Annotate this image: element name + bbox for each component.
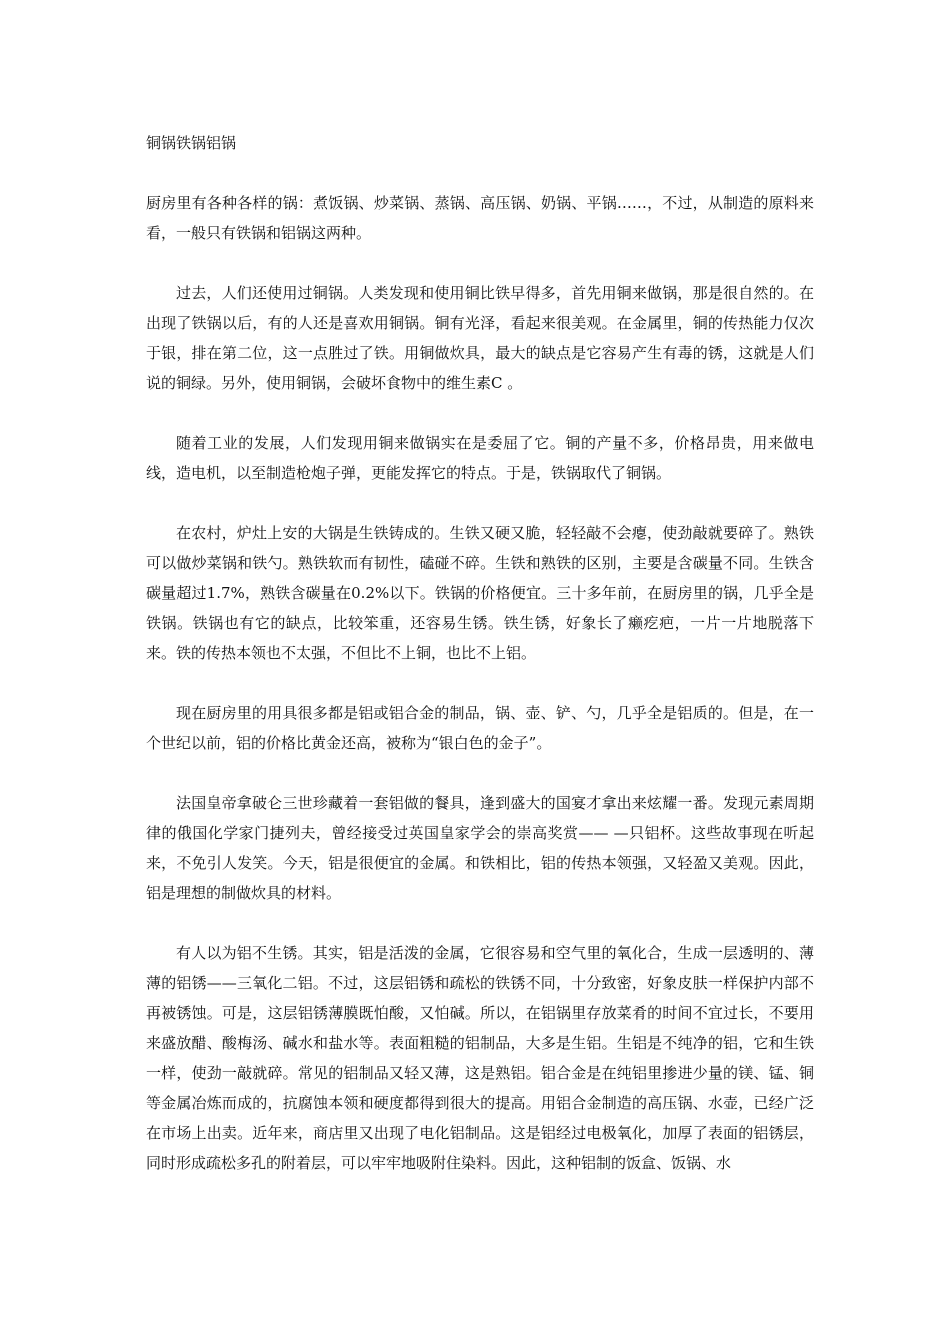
paragraph-aluminum-rust: 有人以为铝不生锈。其实，铝是活泼的金属，它很容易和空气里的氧化合，生成一层透明的、薄薄的铝锈——三氧化二铝。不过，这层铝锈和疏松的铁锈不同，十分致密，好象皮肤一样保护内部不再被锈蚀。可是，这层铝锈薄膜既怕酸，又怕碱。所以，在铝锅里存放菜肴的时间不宜过长，不要用来盛放醋、酸梅汤、碱水和盐水等。表面粗糙的铝制品，大多是生铝。生铝是不纯净的铝，它和生铁一样，使劲一敲就碎。常见的铝制品又轻又薄，这是熟铝。铝合金是在纯铝里掺进少量的镁、锰、铜等金属冶炼而成的，抗腐蚀本领和硬度都得到很大的提高。用铝合金制造的高压锅、水壶，已经广泛在市场上出卖。近年来，商店里又出现了电化铝制品。这是铝经过电极氧化，加厚了表面的铝锈层，同时形成疏松多孔的附着层，可以牢牢地吸附住染料。因此，这种铝制的饭盒、饭锅、水 <box>146 944 814 1172</box>
document-page <box>146 128 814 1208</box>
paragraph-iron-replaces-copper: 随着工业的发展，人们发现用铜来做锅实在是委屈了它。铜的产量不多，价格昂贵，用来做电线，造电机，以至制造枪炮子弹，更能发挥它的特点。于是，铁锅取代了铜锅。 <box>146 434 814 482</box>
document-title: 铜锅铁锅铝锅 <box>146 134 237 152</box>
paragraph-aluminum-history: 法国皇帝拿破仑三世珍藏着一套铝做的餐具，逢到盛大的国宴才拿出来炫耀一番。发现元素周期律的俄国化学家门捷列夫，曾经接受过英国皇家学会的崇高奖赏—— —只铝杯。这些故事现在听起来，不免引人发笑。今天，铝是很便宜的金属。和铁相比，铝的传热本领强，又轻盈又美观。因此，铝是理想的制做炊具的材料。 <box>146 794 814 902</box>
paragraph-iron-pot: 在农村，炉灶上安的大锅是生铁铸成的。生铁又硬又脆，轻轻敲不会瘪，使劲敲就要碎了。熟铁可以做炒菜锅和铁勺。熟铁软而有韧性，磕碰不碎。生铁和熟铁的区别，主要是含碳量不同。生铁含碳量超过1.7%，熟铁含碳量在0.2%以下。铁锅的价格便宜。三十多年前，在厨房里的锅，几乎全是铁锅。铁锅也有它的缺点，比较笨重，还容易生锈。铁生锈，好象长了癞疙疤，一片一片地脱落下来。铁的传热本领也不太强，不但比不上铜，也比不上铝。 <box>146 524 814 662</box>
paragraph-aluminum-utensils: 现在厨房里的用具很多都是铝或铝合金的制品，锅、壶、铲、勺，几乎全是铝质的。但是，在一个世纪以前，铝的价格比黄金还高，被称为“银白色的金子”。 <box>146 704 814 752</box>
paragraph-intro: 厨房里有各种各样的锅：煮饭锅、炒菜锅、蒸锅、高压锅、奶锅、平锅……，不过，从制造的原料来看，一般只有铁锅和铝锅这两种。 <box>146 194 814 242</box>
paragraph-copper-pot: 过去，人们还使用过铜锅。人类发现和使用铜比铁早得多，首先用铜来做锅，那是很自然的。在出现了铁锅以后，有的人还是喜欢用铜锅。铜有光泽，看起来很美观。在金属里，铜的传热能力仅次于银，排在第二位，这一点胜过了铁。用铜做炊具，最大的缺点是它容易产生有毒的锈，这就是人们说的铜绿。另外，使用铜锅，会破坏食物中的维生素C 。 <box>146 284 814 392</box>
